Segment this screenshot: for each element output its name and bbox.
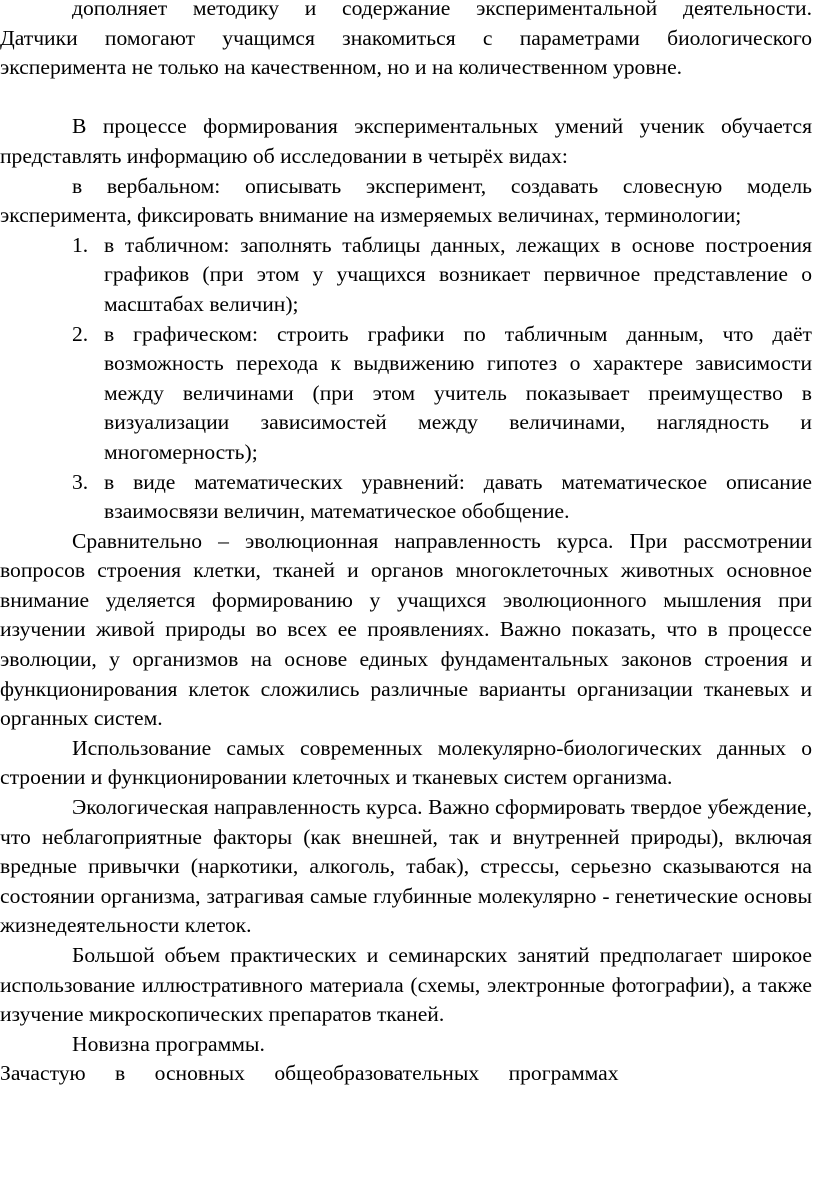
forms-list	[0, 231, 812, 527]
paragraph-sensors-line1: дополняет методику и содержание экспериментальной деятельности.	[72, 0, 812, 20]
paragraph-practical: Большой объем практических и семинарских занятий предполагает широкое использование иллюстративного материала (схемы, электронные фотографии), а также изучение микроскопических препаратов тканей.	[0, 943, 812, 1027]
paragraph-evolutionary: Сравнительно – эволюционная направленность курса. При рассмотрении вопросов строения клетки, тканей и органов многоклеточных животных основное внимание уделяется формированию у учащихся эволюционного мышления при изучении живой природы во всех ее проявлениях. Важно показать, что в процессе эволюции, у организмов на основе единых фундаментальных законов строения и функционирования клеток сложились различные варианты организации тканевых и органных систем.	[0, 528, 812, 731]
list-item	[0, 231, 812, 320]
list-item-text: в табличном: заполнять таблицы данных, лежащих в основе построения графиков (при этом у учащихся возникает первичное представление о масштабах величин);	[104, 232, 812, 316]
list-item-text: в виде математических уравнений: давать математическое описание взаимосвязи величин, математическое обобщение.	[104, 469, 812, 524]
list-item-number: 3.	[72, 469, 89, 494]
paragraph-often	[0, 1059, 812, 1089]
heading-novelty: Новизна программы.	[72, 1031, 265, 1056]
list-item-number: 1.	[72, 232, 89, 257]
paragraph-four-forms: В процессе формирования экспериментальных умений ученик обучается представлять информацию об исследовании в четырёх видах:	[0, 114, 812, 168]
paragraph-spacer	[0, 83, 812, 113]
paragraph-verbal-form: в вербальном: описывать эксперимент, создавать словесную модель эксперимента, фиксировать внимание на измеряемых величинах, терминологии;	[0, 173, 812, 228]
paragraph-ecological: Экологическая направленность курса. Важно сформировать твердое убеждение, что неблагоприятные факторы (как внешней, так и внутренней природы), включая вредные привычки (наркотики, алкоголь, табак), стрессы, серьезно сказываются на состоянии организма, затрагивая самые глубинные молекулярно - генетические основы жизнедеятельности клеток.	[0, 795, 812, 938]
list-item-text: в графическом: строить графики по табличным данным, что даёт возможность перехода к выдвижению гипотез о характере зависимости между величинами (при этом учитель показывает преимущество в визуализации зависимостей между величинами, наглядность и многомерность);	[104, 321, 812, 464]
list-item	[0, 468, 812, 527]
list-item	[0, 320, 812, 468]
paragraph-molecular: Использование самых современных молекулярно-биологических данных о строении и функционировании клеточных и тканевых систем организма.	[0, 735, 812, 790]
list-item-number: 2.	[72, 321, 89, 346]
paragraph-sensors: Датчики помогают учащимся знакомиться с параметрами биологического эксперимента не только на качественном, но и на количественном уровне.	[0, 25, 812, 80]
paragraph-often-text: Зачастую в основных общеобразовательных программах	[0, 1061, 619, 1086]
